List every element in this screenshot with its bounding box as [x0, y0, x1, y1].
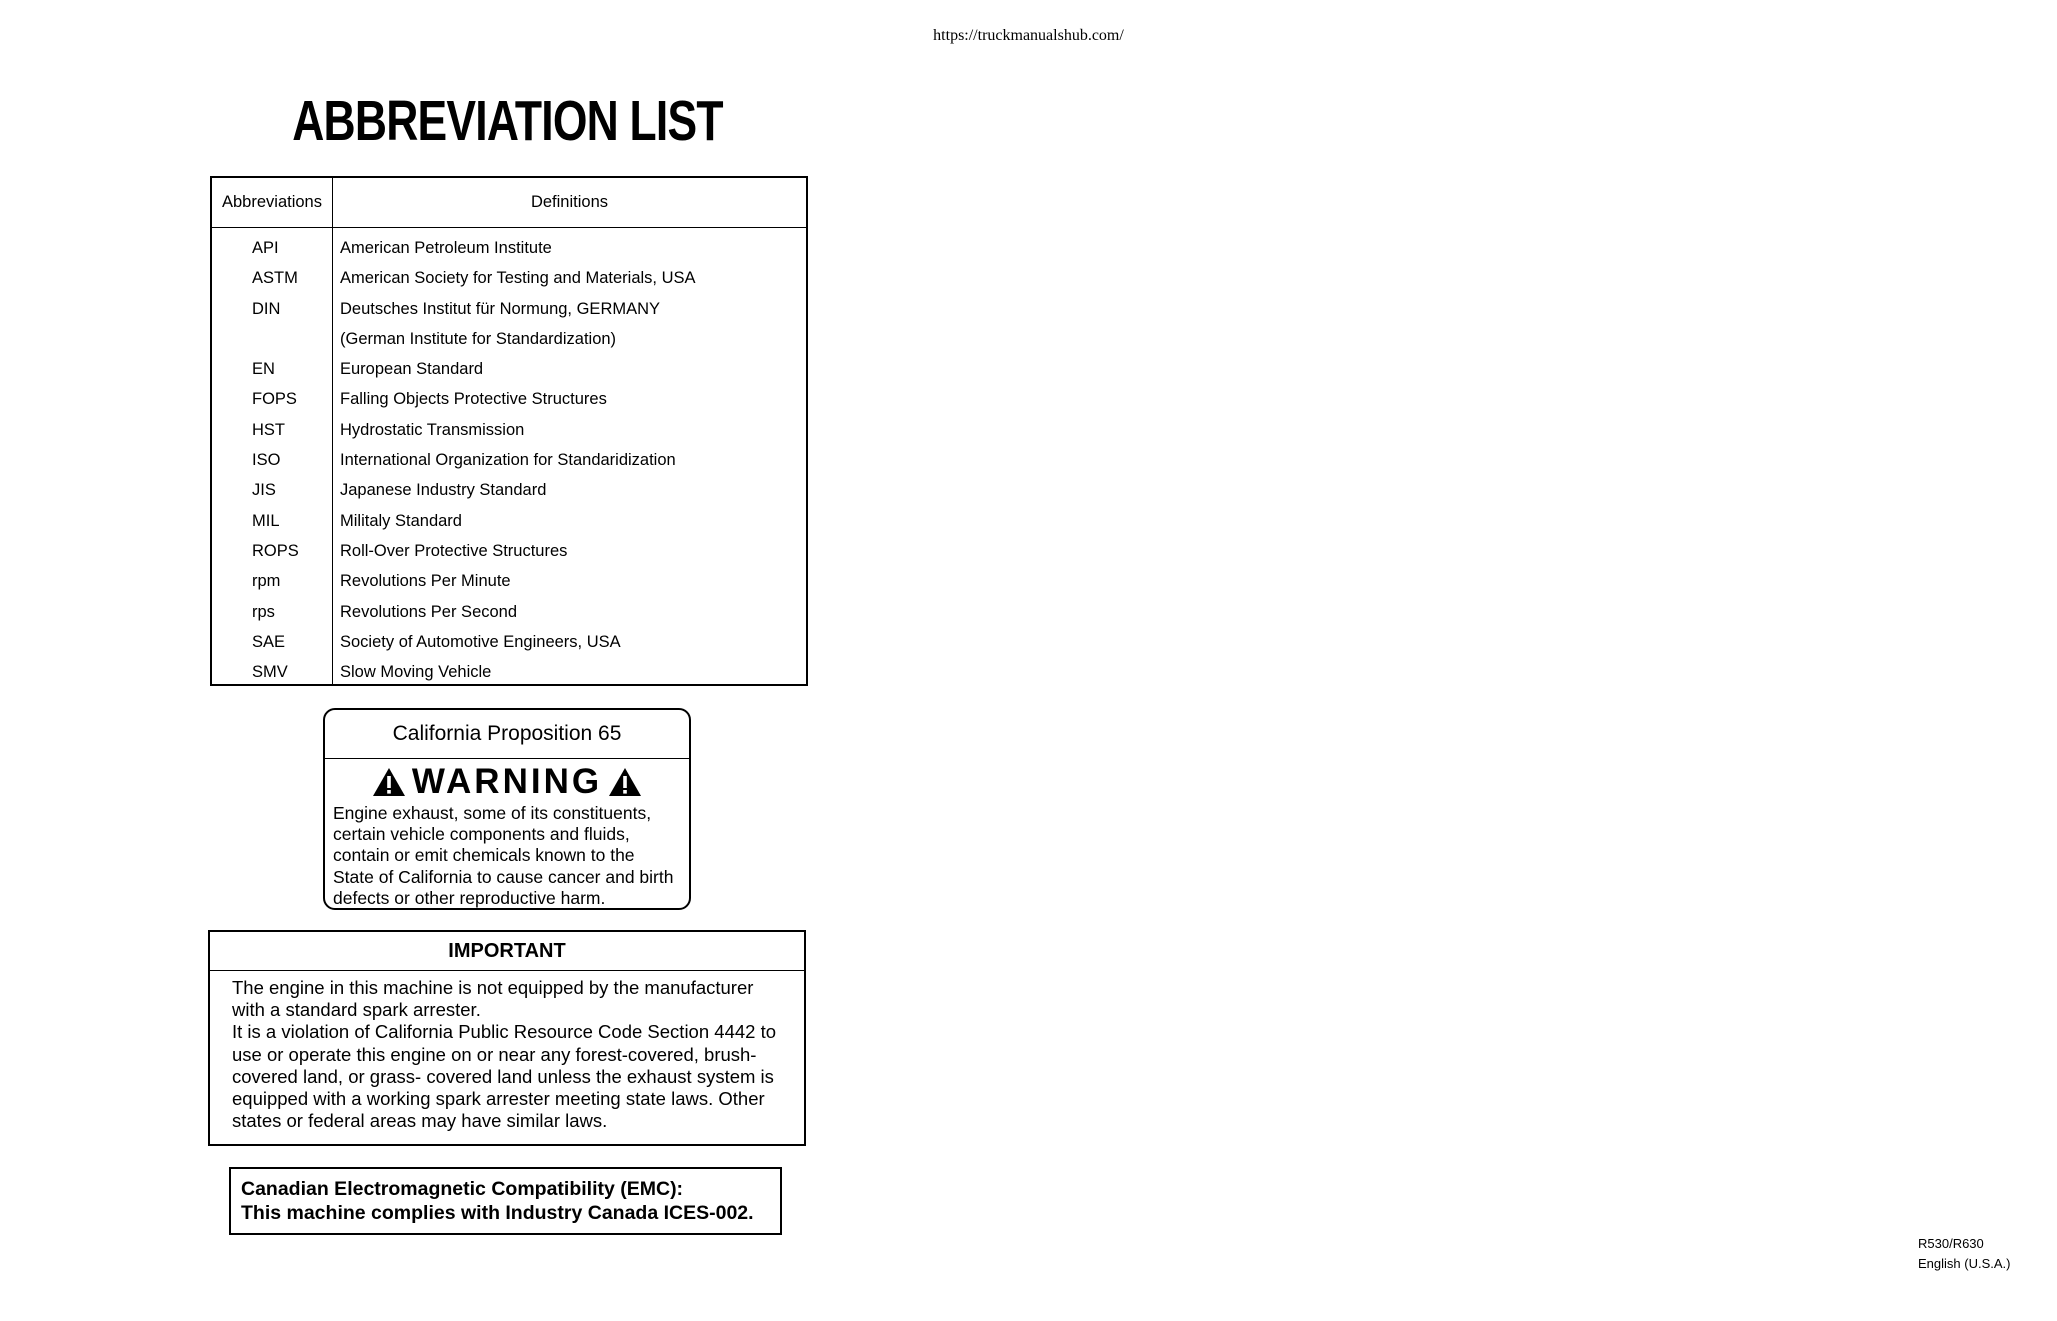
table-header [212, 178, 806, 228]
abbreviation-cell: FOPS [252, 390, 297, 409]
prop65-line: contain or emit chemicals known to the [333, 845, 635, 866]
definition-cell: (German Institute for Standardization) [340, 329, 617, 348]
abbreviation-cell: API [252, 239, 279, 257]
source-url[interactable]: https://truckmanualshub.com/ [933, 27, 1124, 44]
abbreviation-cell [212, 324, 332, 354]
important-line: with a standard spark arrester. [232, 999, 481, 1021]
important-line: covered land, or grass- covered land unless the exhaust system is [232, 1065, 774, 1087]
definition-cell: Slow Moving Vehicle [340, 663, 492, 682]
prop65-line: Engine exhaust, some of its constituents, [333, 803, 652, 823]
important-notice [208, 930, 806, 1146]
prop65-title: California Proposition 65 [325, 710, 689, 759]
definition-cell: Revolutions Per Second [340, 602, 518, 621]
model-label: R530/R630 [1918, 1236, 1984, 1251]
abbreviation-cell: HST [252, 420, 285, 439]
abbreviation-cell: JIS [252, 481, 276, 500]
definition-cell: Roll-Over Protective Structures [340, 541, 568, 560]
warning-triangle-icon [608, 767, 642, 797]
important-line: It is a violation of California Public Resource Code Section 4442 to [232, 1021, 776, 1043]
header-definitions: Definitions [530, 193, 609, 211]
prop65-warning-box [323, 708, 691, 910]
page-title: ABBREVIATION LIST [292, 89, 723, 153]
definition-cell: Japanese Industry Standard [340, 481, 547, 500]
abbreviation-cell: rps [252, 602, 275, 621]
abbreviation-cell: ASTM [252, 269, 298, 288]
prop65-text [325, 803, 689, 909]
definition-cell: Falling Objects Protective Structures [340, 390, 607, 409]
abbreviation-cell: DIN [252, 299, 281, 318]
important-line: use or operate this engine on or near any forest-covered, brush- [232, 1043, 757, 1065]
prop65-line: defects or other reproductive harm. [333, 887, 606, 908]
abbreviation-cell: SAE [252, 632, 286, 651]
abbreviation-cell: ISO [252, 451, 281, 470]
page-footer [1918, 1234, 2010, 1274]
header-abbreviations: Abbreviations [212, 178, 333, 227]
language-label: English (U.S.A.) [1918, 1256, 2011, 1271]
definition-cell: Society of Automotive Engineers, USA [340, 632, 621, 651]
table-body [212, 228, 806, 685]
warning-triangle-icon [372, 767, 406, 797]
warning-word: WARNING [411, 762, 603, 801]
definition-column [333, 228, 806, 685]
abbreviation-cell: EN [252, 360, 275, 379]
prop65-line: State of California to cause cancer and birth [333, 866, 674, 887]
abbreviation-column [212, 228, 333, 685]
definition-cell: American Petroleum Institute [340, 239, 552, 257]
important-heading: IMPORTANT [210, 932, 804, 971]
abbreviation-cell: SMV [252, 663, 288, 682]
warning-heading [325, 759, 689, 805]
prop65-line: certain vehicle components and fluids, [333, 824, 630, 845]
definition-cell: International Organization for Standaridization [340, 451, 676, 470]
definition-cell: Deutsches Institut für Normung, GERMANY [340, 299, 661, 318]
definition-cell: Militaly Standard [340, 511, 462, 530]
emc-notice [229, 1167, 782, 1235]
emc-line-2: This machine complies with Industry Canada ICES-002. [241, 1202, 754, 1224]
important-line: states or federal areas may have similar laws. [232, 1110, 608, 1132]
abbreviation-cell: rpm [252, 572, 281, 591]
abbreviation-cell: MIL [252, 511, 280, 530]
abbreviation-table [210, 176, 808, 686]
definition-cell: American Society for Testing and Materials, USA [340, 269, 696, 288]
definition-cell: European Standard [340, 360, 484, 379]
emc-line-1: Canadian Electromagnetic Compatibility (EMC): [241, 1178, 684, 1200]
important-line: The engine in this machine is not equipped by the manufacturer [232, 977, 754, 998]
important-line: equipped with a working spark arrester meeting state laws. Other [232, 1088, 765, 1110]
important-text [210, 971, 804, 1132]
abbreviation-cell: ROPS [252, 541, 299, 560]
definition-cell: Hydrostatic Transmission [340, 420, 525, 439]
definition-cell: Revolutions Per Minute [340, 572, 511, 591]
